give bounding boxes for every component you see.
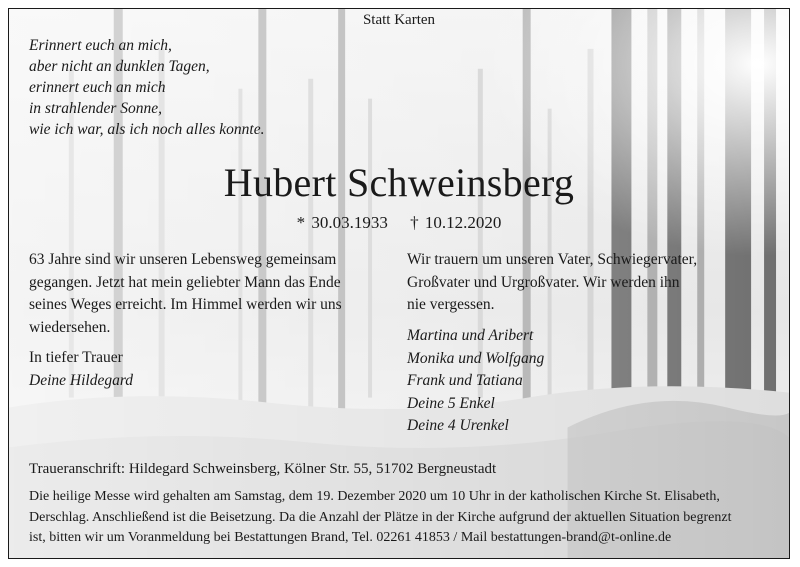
mourning-address: Traueranschrift: Hildegard Schweinsberg, Kölner Str. 55, 51702 Bergneustadt <box>29 461 497 477</box>
widow-message <box>29 249 342 339</box>
family-member: Deine 4 Urenkel <box>407 417 509 434</box>
poem-line: in strahlender Sonne, <box>29 100 163 117</box>
widow-signature-block <box>29 347 133 392</box>
message-line: Großvater und Urgroßvater. Wir werden ihn <box>407 273 680 291</box>
poem <box>29 35 264 140</box>
poem-line: erinnert euch an mich <box>29 79 166 96</box>
message-line: nie vergessen. <box>407 296 495 313</box>
family-message <box>407 249 697 317</box>
closing-phrase: In tiefer Trauer <box>29 349 123 366</box>
family-member: Frank und Tatiana <box>407 372 523 389</box>
message-line: Wir trauern um unseren Vater, Schwiegervater, <box>407 251 698 268</box>
announcement-line: Derschlag. Anschließend ist die Beisetzung. Da die Anzahl der Plätze in der Kirche aufgrund der aktuellen Situation begrenzt <box>29 509 732 525</box>
poem-line: aber nicht an dunklen Tagen, <box>29 58 210 75</box>
family-member: Monika und Wolfgang <box>407 349 545 367</box>
obituary-notice <box>8 8 790 559</box>
family-member: Martina und Aribert <box>407 327 534 344</box>
widow-signature: Deine Hildegard <box>29 371 134 389</box>
message-line: wiedersehen. <box>29 318 111 336</box>
life-dates <box>9 213 789 233</box>
death-date: † 10.12.2020 <box>410 213 502 232</box>
family-member: Deine 5 Enkel <box>407 394 495 412</box>
message-line: 63 Jahre sind wir unseren Lebensweg gemeinsam <box>29 251 337 268</box>
announcement-line: Die heilige Messe wird gehalten am Samstag, dem 19. Dezember 2020 um 10 Uhr in der katholischen Kirche St. Elisabeth, <box>29 489 720 504</box>
message-line: gegangen. Jetzt hat mein geliebter Mann das Ende <box>29 273 341 291</box>
statt-karten-label: Statt Karten <box>362 12 436 28</box>
family-signatures <box>407 325 544 438</box>
announcement-line: ist, bitten wir um Voranmeldung bei Bestattungen Brand, Tel. 02261 41853 / Mail bestattungen-brand@t-online.de <box>29 530 672 545</box>
mass-announcement <box>29 487 732 549</box>
poem-line: Erinnert euch an mich, <box>29 37 172 54</box>
poem-line: wie ich war, als ich noch alles konnte. <box>29 121 265 138</box>
deceased-name: Hubert Schweinsberg <box>223 160 575 205</box>
birth-date: * 30.03.1933 <box>296 213 388 232</box>
message-line: seines Weges erreicht. Im Himmel werden wir uns <box>29 296 342 313</box>
